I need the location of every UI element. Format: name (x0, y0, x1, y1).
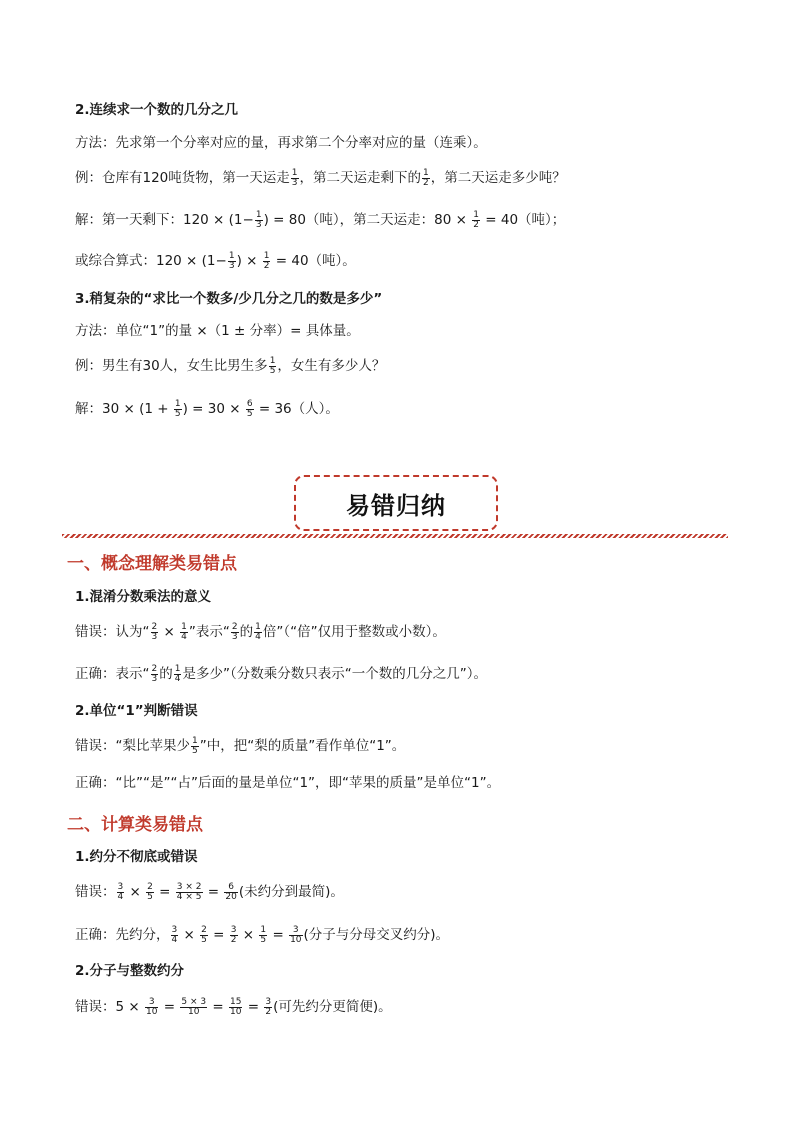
banner-title: 易错归纳 (346, 491, 446, 520)
fraction (176, 883, 203, 902)
correct-text: 正确：先约分， $\frac{3}{4}$ × $\frac{2}{5}$ = $\frac{3}{2}$ × $\frac{1}{5}$ = $\frac{3}{10}$ (分子与分母交叉约分)。 (75, 924, 450, 945)
text-run: = 40（吨）。 (275, 253, 356, 269)
item-heading: 1.混淆分数乘法的意义 (75, 589, 212, 605)
numerator: 1 (181, 621, 187, 632)
denominator: 3 (151, 631, 158, 642)
denominator: 5 (246, 408, 253, 419)
denominator: 4 (255, 631, 261, 642)
fraction (151, 665, 159, 684)
text-run: × (163, 624, 175, 640)
text-run: 错误：认为“ (75, 624, 150, 640)
fraction (269, 357, 277, 376)
denominator: 4 (117, 891, 124, 902)
text-run: 倍”（“倍”仅用于整数或小数）。 (262, 624, 446, 640)
denominator: 3 (231, 631, 238, 642)
fraction (117, 883, 125, 902)
denominator: 10 (146, 1006, 158, 1017)
error-text: 错误：5 × $\frac{3}{10}$ = $\frac{5 \times 3}{10}$ = $\frac{15}{10}$ = $\frac{3}{2}$ (可先约分更简便)。 (75, 996, 392, 1017)
text-run: ，第二天运走剩下的 (299, 170, 422, 186)
denominator: 5 (147, 891, 153, 902)
numerator: 6 (246, 398, 253, 409)
denominator: 4 (171, 934, 178, 945)
numerator: 1 (174, 663, 181, 674)
item-heading: 1.约分不彻底或错误 (75, 849, 198, 865)
text-run: ，女生有多少人？ (277, 358, 386, 374)
text-run: = 40（吨）； (485, 212, 566, 228)
fraction (146, 883, 154, 902)
text-run: ”中，把“梨的质量”看作单位“1”。 (199, 738, 406, 754)
fraction (246, 400, 254, 419)
item-heading: 2.单位“1”判断错误 (75, 703, 198, 719)
numerator: 6 (224, 883, 237, 893)
denominator: 5 (260, 934, 267, 945)
numerator: 1 (269, 355, 276, 366)
numerator: 1 (255, 621, 261, 632)
fraction (174, 400, 182, 419)
method-text: 方法：先求第一个分率对应的量，再求第二个分率对应的量（连乘）。 (75, 135, 487, 151)
denominator: 10 (290, 934, 302, 945)
error-text (75, 736, 405, 756)
text-run: 是多少”（分数乘分数只表示“一个数的几分之几”）。 (182, 666, 487, 682)
text-run: 正确：表示“ (75, 666, 150, 682)
fraction (255, 211, 263, 230)
fraction (264, 998, 272, 1017)
text-run: (未约分到最简)。 (238, 884, 344, 900)
denominator: 3 (291, 177, 298, 188)
denominator: 4 (174, 673, 181, 684)
text-run: ) = 80（吨），第二天运走：80 × (263, 212, 467, 228)
example-text (75, 168, 566, 188)
text-run: 错误：5 × (75, 999, 140, 1015)
numerator: 1 (263, 250, 270, 261)
fraction (254, 623, 262, 642)
denominator: 2 (473, 219, 479, 230)
method-text: 方法：单位“1”的量 ×（1 ± 分率）= 具体量。 (75, 323, 360, 339)
correct-text (75, 664, 487, 684)
text-run: (可先约分更简便)。 (273, 999, 392, 1015)
denominator: 3 (255, 219, 262, 230)
numerator: 2 (201, 924, 207, 935)
text-run: ”表示“ (188, 624, 230, 640)
fraction (289, 926, 302, 945)
numerator: 1 (228, 250, 235, 261)
denominator: 2 (263, 260, 270, 271)
fraction (263, 252, 271, 271)
fraction (171, 926, 179, 945)
solution-text (75, 210, 565, 230)
fraction (472, 211, 480, 230)
item-heading: 2.分子与整数约分 (75, 963, 185, 979)
text-run: 错误： (75, 884, 116, 900)
text-run: 解：30 × (1 + (75, 401, 169, 417)
fraction (200, 926, 208, 945)
denominator: 5 (192, 745, 198, 756)
fraction (174, 665, 182, 684)
section-banner (294, 475, 498, 531)
fraction (145, 998, 158, 1017)
divider (62, 534, 728, 538)
fraction (422, 169, 430, 188)
fraction (229, 998, 242, 1017)
fraction (231, 623, 239, 642)
part-title: 一、概念理解类易错点 (67, 554, 237, 574)
numerator: 1 (473, 209, 479, 220)
fraction (259, 926, 267, 945)
numerator: 2 (147, 881, 153, 892)
error-text (75, 622, 446, 642)
text-run: 错误：“梨比苹果少 (75, 738, 190, 754)
numerator: 3 (230, 924, 237, 935)
denominator: 4 (181, 631, 187, 642)
denominator: 3 (151, 673, 158, 684)
denominator: 20 (225, 891, 237, 902)
numerator: 3 (289, 926, 302, 936)
fraction (230, 926, 238, 945)
denominator: 10 (187, 1006, 200, 1017)
text-run: 或综合算式：120 × (1− (75, 253, 227, 269)
fraction (224, 883, 237, 902)
denominator: 2 (423, 177, 429, 188)
text-run: 正确：先约分， (75, 927, 170, 943)
denominator: 2 (230, 934, 237, 945)
text-run: 例：男生有30人，女生比男生多 (75, 358, 268, 374)
numerator: 1 (291, 167, 298, 178)
text-run: = 36（人）。 (258, 401, 339, 417)
denominator: 5 (174, 408, 181, 419)
text-run: 的 (239, 624, 254, 640)
denominator: 5 (269, 365, 276, 376)
solution-text (75, 399, 339, 419)
denominator: 3 (228, 260, 235, 271)
text-run: ) = 30 × (182, 401, 241, 417)
section-heading: 2.连续求一个数的几分之几 (75, 102, 239, 118)
alternative-solution (75, 251, 356, 271)
denominator: 2 (265, 1006, 272, 1017)
numerator: 1 (255, 209, 262, 220)
fraction (151, 623, 159, 642)
numerator: 2 (231, 621, 238, 632)
text-run: 解：第一天剩下：120 × (1− (75, 212, 254, 228)
numerator: 3 (265, 996, 272, 1007)
denominator: 10 (229, 1006, 242, 1017)
numerator: 1 (423, 167, 429, 178)
numerator: 3 (117, 881, 124, 892)
fraction (180, 623, 188, 642)
part-title: 二、计算类易错点 (67, 815, 203, 835)
example-text (75, 356, 385, 376)
numerator: 3 (145, 998, 158, 1008)
fraction (228, 252, 236, 271)
text-run: ，第二天运走多少吨？ (430, 170, 566, 186)
text-run: ) × (236, 253, 258, 269)
denominator: 4 × 5 (176, 891, 202, 902)
fraction (191, 737, 199, 756)
numerator: 5 × 3 (181, 996, 207, 1007)
fraction (180, 998, 207, 1017)
numerator: 2 (151, 621, 158, 632)
correct-text: 正确：“比”“是”“占”后面的量是单位“1”，即“苹果的质量”是单位“1”。 (75, 775, 501, 791)
numerator: 2 (151, 663, 158, 674)
text-run: 例：仓库有120吨货物，第一天运走 (75, 170, 290, 186)
error-text: 错误： $\frac{3}{4}$ × $\frac{2}{5}$ = $\frac{3 \times 2}{4 \times 5}$ = $\frac{6}{20}$ (未约分到最简)。 (75, 881, 344, 902)
fraction (291, 169, 299, 188)
denominator: 5 (201, 934, 207, 945)
numerator: 1 (260, 924, 267, 935)
numerator: 1 (192, 735, 198, 746)
numerator: 1 (174, 398, 181, 409)
numerator: 3 (171, 924, 178, 935)
numerator: 3 × 2 (176, 881, 202, 892)
numerator: 15 (229, 996, 242, 1007)
section-heading: 3.稍复杂的“求比一个数多/少几分之几的数是多少” (75, 291, 383, 307)
text-run: (分子与分母交叉约分)。 (303, 927, 450, 943)
text-run: 的 (159, 666, 173, 682)
